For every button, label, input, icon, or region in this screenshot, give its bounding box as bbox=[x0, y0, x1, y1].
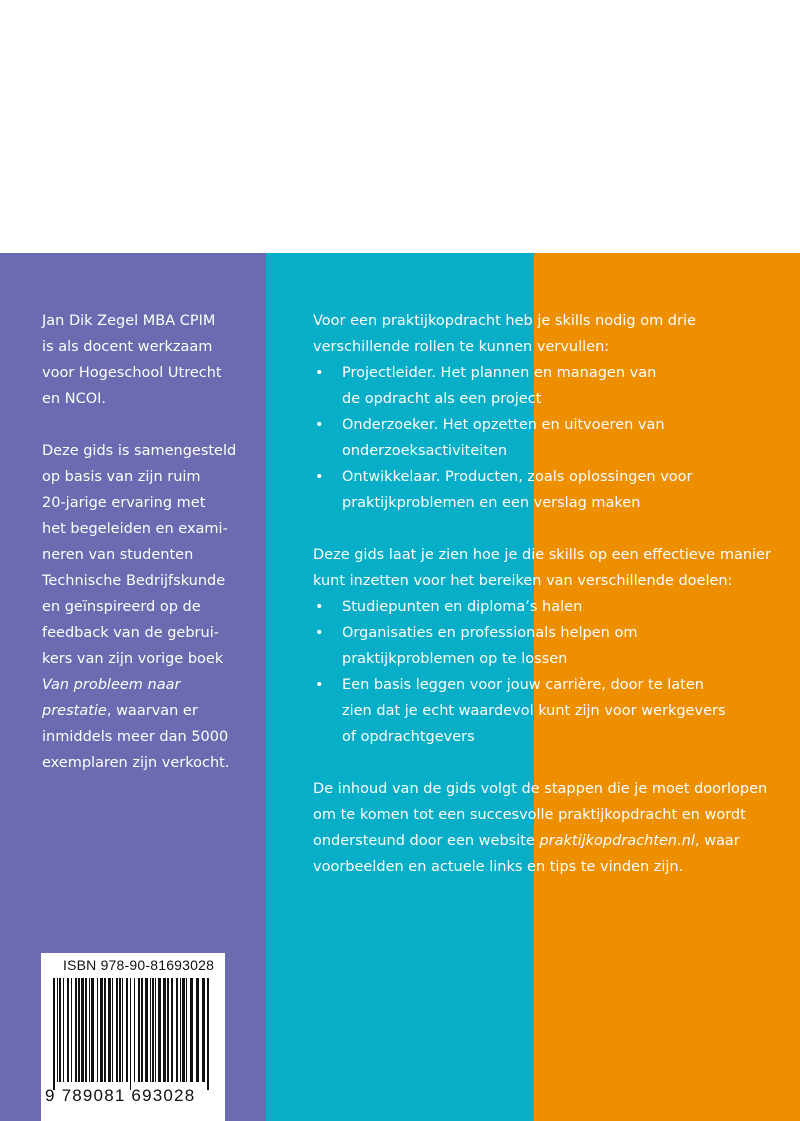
item-line: of opdrachtgevers bbox=[342, 729, 475, 745]
barcode-bar bbox=[176, 978, 178, 1082]
after-title-text: , waarvan er bbox=[106, 703, 198, 719]
item-line: Organisaties en professionals helpen om bbox=[342, 625, 638, 641]
barcode-bar bbox=[202, 978, 205, 1082]
barcode-bar bbox=[134, 978, 135, 1082]
list-item bbox=[313, 620, 783, 672]
barcode-bar bbox=[171, 978, 173, 1082]
item-line: Onderzoeker. Het opzetten en uitvoeren van bbox=[342, 417, 665, 433]
barcode-bar bbox=[67, 978, 69, 1082]
item-line: Een basis leggen voor jouw carrière, door te laten bbox=[342, 677, 704, 693]
list-item bbox=[313, 360, 783, 412]
closing-line: , waar bbox=[694, 833, 740, 849]
barcode-icon bbox=[49, 978, 217, 1090]
barcode-bar bbox=[122, 978, 123, 1082]
list-item bbox=[313, 412, 783, 464]
item-line: Studiepunten en diploma’s halen bbox=[342, 599, 583, 615]
barcode-bar bbox=[75, 978, 77, 1082]
guide-line: neren van studenten bbox=[42, 547, 194, 563]
barcode-bar bbox=[196, 978, 199, 1082]
barcode-bar bbox=[126, 978, 128, 1082]
main-column bbox=[313, 308, 783, 880]
item-line: de opdracht als een project bbox=[342, 391, 542, 407]
author-column bbox=[42, 308, 257, 776]
guide-line: kers van zijn vorige boek bbox=[42, 651, 224, 667]
barcode-bar bbox=[186, 978, 187, 1082]
list-item bbox=[313, 594, 783, 620]
intro-line: Deze gids laat je zien hoe je die skills op een effectieve manier bbox=[313, 547, 771, 563]
barcode-bar bbox=[97, 978, 98, 1082]
barcode-bar bbox=[180, 978, 181, 1082]
guide-line: het begeleiden en exami- bbox=[42, 521, 228, 537]
roles-list bbox=[313, 360, 783, 516]
barcode-bar bbox=[190, 978, 193, 1082]
barcode-bar bbox=[150, 978, 151, 1082]
barcode-bar bbox=[112, 978, 113, 1082]
roles-intro bbox=[313, 308, 783, 360]
closing-line: om te komen tot een succesvolle praktijkopdracht en wordt bbox=[313, 807, 746, 823]
list-item bbox=[313, 672, 783, 750]
item-line: praktijkproblemen en een verslag maken bbox=[342, 495, 641, 511]
barcode-bar bbox=[155, 978, 156, 1082]
barcode-bar bbox=[89, 978, 90, 1082]
barcode-bar bbox=[130, 978, 131, 1090]
closing-line: exemplaren zijn verkocht. bbox=[42, 755, 230, 771]
item-line: praktijkproblemen op te lossen bbox=[342, 651, 568, 667]
barcode-bar bbox=[116, 978, 118, 1082]
goals-intro bbox=[313, 542, 783, 594]
barcode-bar bbox=[207, 978, 209, 1090]
barcode-bar bbox=[163, 978, 166, 1082]
bio-line: Jan Dik Zegel MBA CPIM bbox=[42, 313, 216, 329]
barcode-bar bbox=[138, 978, 140, 1082]
barcode-bar bbox=[53, 978, 55, 1090]
barcode-bar bbox=[59, 978, 61, 1082]
item-line: Ontwikkelaar. Producten, zoals oplossingen voor bbox=[342, 469, 693, 485]
barcode-bar bbox=[158, 978, 161, 1082]
guide-line: feedback van de gebrui- bbox=[42, 625, 219, 641]
bio-line: en NCOI. bbox=[42, 391, 106, 407]
barcode-bar bbox=[71, 978, 72, 1082]
guide-line: Deze gids is samengesteld bbox=[42, 443, 237, 459]
closing-line: inmiddels meer dan 5000 bbox=[42, 729, 229, 745]
item-line: zien dat je echt waardevol kunt zijn voor werkgevers bbox=[342, 703, 726, 719]
barcode-bar bbox=[145, 978, 148, 1082]
barcode-bar bbox=[78, 978, 80, 1082]
list-item bbox=[313, 464, 783, 516]
barcode-bar bbox=[119, 978, 121, 1082]
item-line: Projectleider. Het plannen en managen van bbox=[342, 365, 657, 381]
author-bio bbox=[42, 308, 257, 412]
barcode-bar bbox=[81, 978, 84, 1082]
barcode-bar bbox=[104, 978, 106, 1082]
barcode-bar bbox=[85, 978, 87, 1082]
bio-line: is als docent werkzaam bbox=[42, 339, 213, 355]
goals-list bbox=[313, 594, 783, 750]
item-line: onderzoeksactiviteiten bbox=[342, 443, 508, 459]
barcode-bar bbox=[63, 978, 64, 1082]
barcode-box bbox=[41, 953, 225, 1121]
guide-description bbox=[42, 438, 257, 776]
intro-line: verschillende rollen te kunnen vervullen: bbox=[313, 339, 610, 355]
barcode-bar bbox=[141, 978, 143, 1082]
closing-paragraph bbox=[313, 776, 783, 880]
intro-line: Voor een praktijkopdracht heb je skills nodig om drie bbox=[313, 313, 696, 329]
previous-book-title-cont: prestatie bbox=[42, 703, 107, 719]
barcode-digits: 9 789081 693028 bbox=[45, 1086, 196, 1105]
intro-line: kunt inzetten voor het bereiken van verschillende doelen: bbox=[313, 573, 733, 589]
barcode-bar bbox=[57, 978, 58, 1082]
closing-line: ondersteund door een website bbox=[313, 833, 540, 849]
website-link[interactable]: praktijkopdrachten.nl bbox=[539, 833, 695, 849]
previous-book-title: Van probleem naar bbox=[42, 677, 181, 693]
guide-line: op basis van zijn ruim bbox=[42, 469, 201, 485]
barcode-bar bbox=[167, 978, 169, 1082]
barcode-bar bbox=[100, 978, 103, 1082]
guide-line: 20-jarige ervaring met bbox=[42, 495, 206, 511]
closing-line: De inhoud van de gids volgt de stappen die je moet doorlopen bbox=[313, 781, 768, 797]
barcode-bar bbox=[152, 978, 154, 1082]
guide-line: en geïnspireerd op de bbox=[42, 599, 201, 615]
isbn-label: ISBN 978-90-81693028 bbox=[63, 957, 215, 973]
barcode-bar bbox=[108, 978, 111, 1082]
barcode-bar bbox=[182, 978, 185, 1082]
guide-line: Technische Bedrijfskunde bbox=[42, 573, 226, 589]
closing-line: voorbeelden en actuele links en tips te vinden zijn. bbox=[313, 859, 684, 875]
barcode-bar bbox=[91, 978, 94, 1082]
bio-line: voor Hogeschool Utrecht bbox=[42, 365, 222, 381]
